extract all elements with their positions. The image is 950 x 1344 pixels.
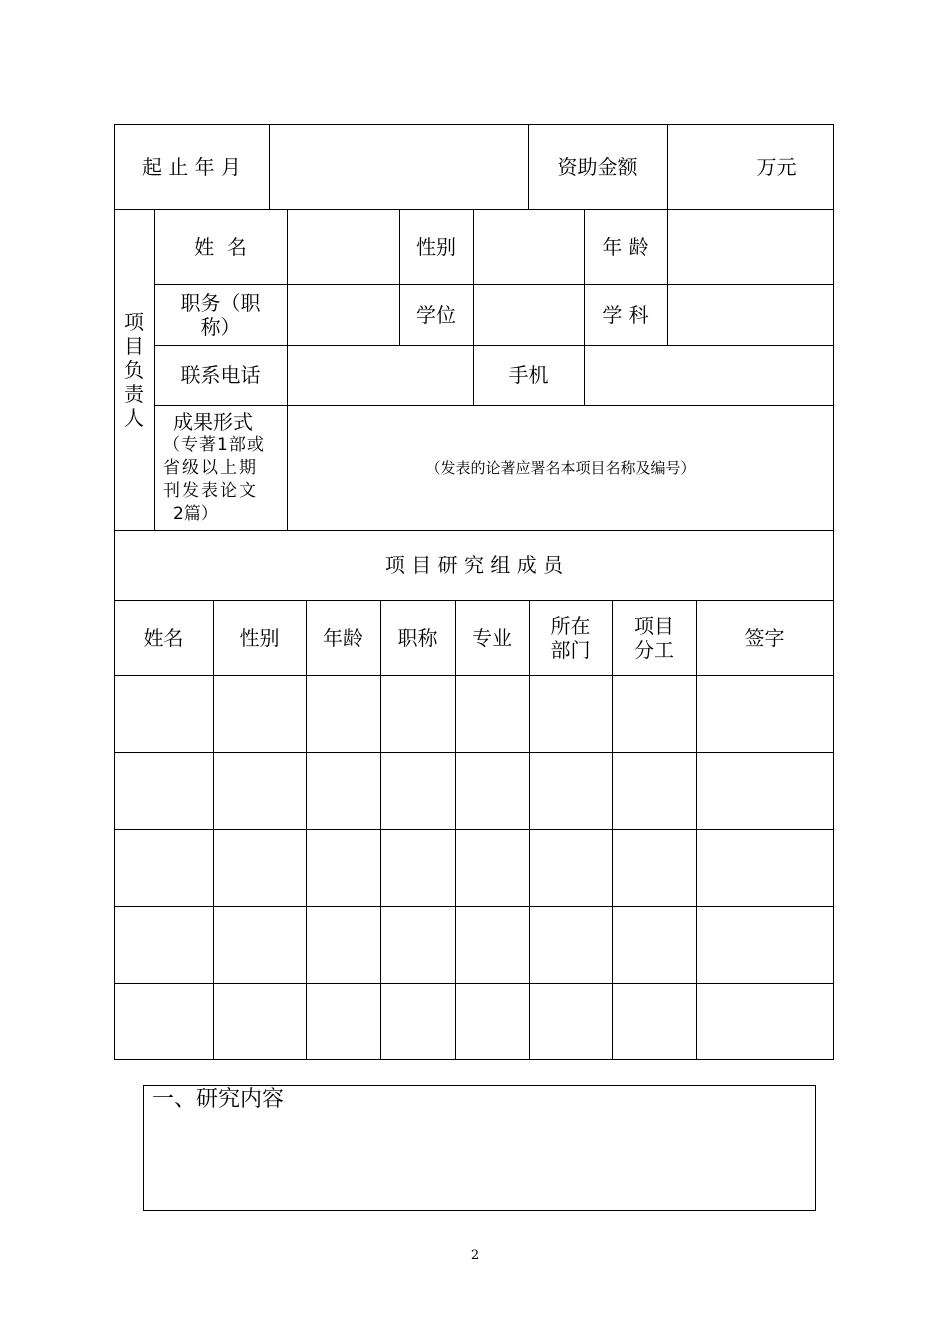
outcome-detail-line: 刊发表论文 — [163, 481, 258, 501]
degree-value-cell[interactable] — [474, 285, 584, 345]
leader-label — [114, 209, 154, 530]
col-dept-line: 所在 — [550, 613, 591, 638]
col-title: 职称 — [397, 625, 438, 650]
table-row[interactable] — [115, 907, 833, 983]
leader-label-char: 项 — [124, 309, 144, 334]
page-number: 2 — [470, 1248, 480, 1263]
table-row[interactable] — [115, 830, 833, 906]
leader-label-char: 负 — [124, 357, 144, 382]
outcome-title: 成果形式 — [173, 410, 253, 434]
degree-label: 学位 — [416, 302, 456, 327]
col-name: 姓名 — [143, 625, 184, 650]
funding-unit: 万元 — [756, 154, 797, 179]
phone-label: 联系电话 — [180, 363, 261, 387]
mobile-label: 手机 — [508, 363, 549, 387]
age-label: 年 龄 — [602, 234, 649, 259]
outcome-detail-line: 2篇） — [173, 504, 218, 524]
period-label: 起 止 年 月 — [141, 154, 242, 179]
col-dept-line: 部门 — [550, 637, 591, 662]
funding-label: 资助金额 — [557, 154, 638, 179]
title-label — [154, 284, 287, 345]
col-role-line: 分工 — [634, 637, 674, 662]
phone-value-cell[interactable] — [288, 346, 473, 405]
research-content-box[interactable] — [143, 1085, 816, 1211]
members-heading: 项 目 研 究 组 成 员 — [384, 553, 564, 577]
outcome-note[interactable]: （发表的论著应署名本项目名称及编号） — [425, 459, 696, 477]
title-label-line: 职务（职 — [180, 290, 261, 315]
col-age: 年龄 — [323, 625, 363, 650]
title-value-cell[interactable] — [288, 285, 399, 345]
section-title: 一、研究内容 — [152, 1087, 285, 1112]
title-label-line: 称） — [200, 314, 241, 339]
mobile-value-cell[interactable] — [585, 346, 833, 405]
table-row[interactable] — [115, 984, 833, 1059]
leader-label-char: 人 — [124, 405, 144, 430]
col-role-line: 项目 — [634, 613, 674, 638]
name-value-cell[interactable] — [288, 210, 399, 284]
gender-label: 性别 — [416, 234, 456, 259]
name-label: 姓 名 — [194, 234, 247, 259]
col-gender: 性别 — [239, 625, 280, 650]
outcome-label — [163, 406, 283, 530]
col-sign: 签字 — [744, 625, 785, 650]
age-value-cell[interactable] — [668, 210, 833, 284]
leader-label-char: 目 — [124, 333, 144, 358]
col-major: 专业 — [472, 625, 512, 650]
col-dept — [529, 600, 612, 675]
table-row[interactable] — [115, 676, 833, 752]
col-role — [612, 600, 696, 675]
table-row[interactable] — [115, 753, 833, 829]
discipline-value-cell[interactable] — [668, 285, 833, 345]
discipline-label: 学 科 — [602, 302, 649, 327]
outcome-detail-line: （专著1部或 — [163, 435, 265, 455]
period-value-cell[interactable] — [270, 125, 528, 209]
outcome-detail-line: 省级以上期 — [163, 458, 258, 478]
gender-value-cell[interactable] — [474, 210, 584, 284]
leader-label-char: 责 — [124, 381, 144, 406]
